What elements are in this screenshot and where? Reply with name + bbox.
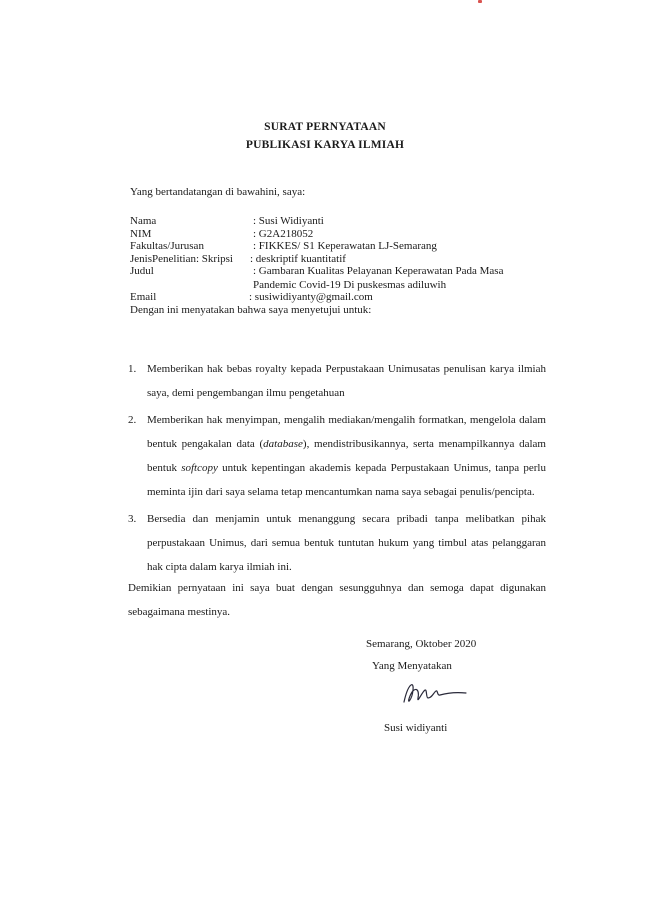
- field-row-judul: [130, 265, 560, 291]
- field-label: Fakultas/Jurusan: [130, 240, 204, 252]
- field-value: : Gambaran Kualitas Pelayanan Keperawatan Pada Masa Pandemic Covid-19 Di puskesmas adiluwih: [253, 265, 504, 291]
- agreement-list: [128, 357, 546, 582]
- intro-text: Yang bertandatangan di bawahini, saya:: [130, 186, 306, 198]
- document-title: SURAT PERNYATAAN: [264, 121, 386, 133]
- list-item-text: Memberikan hak bebas royalty kepada Perpustakaan Unimusatas penulisan karya ilmiah saya, demi pengembangan ilmu pengetahuan: [147, 363, 546, 400]
- field-value: : Susi Widiyanti: [253, 215, 324, 227]
- list-item-text: Bersedia dan menjamin untuk menanggung secara pribadi tanpa melibatkan pihak perpustakaan Unimus, dari semua bentuk tuntutan hukum yang timbul atas pelanggaran hak cipta dalam karya ilmiah ini.: [147, 512, 546, 574]
- document-subtitle: PUBLIKASI KARYA ILMIAH: [245, 139, 405, 151]
- agreement-row: [130, 304, 560, 317]
- list-item: [128, 357, 546, 406]
- list-item-emphasis: database: [263, 437, 303, 450]
- identity-fields: [130, 215, 560, 316]
- field-row-email: [130, 291, 560, 304]
- list-item-emphasis: softcopy: [181, 462, 218, 475]
- list-item-number: 1.: [128, 363, 137, 375]
- list-item: [128, 507, 546, 580]
- closing-text: Demikian pernyataan ini saya buat dengan sesungguhnya dan semoga dapat digunakan sebagaimana mestinya.: [128, 582, 546, 618]
- field-label: Judul: [130, 265, 154, 277]
- list-item-text: untuk kepentingan akademis kepada Perpustakaan Unimus, tanpa perlu meminta ijin dari saya selama tetap mencantumkan nama saya sebagai penulis/pencipta.: [147, 462, 546, 499]
- list-item-number: 2.: [128, 413, 137, 426]
- field-label: Email: [130, 291, 157, 303]
- field-row-fakultas: [130, 240, 560, 253]
- field-label: Nama: [130, 215, 157, 227]
- signer-name: Susi widiyanti: [384, 722, 448, 734]
- place-date: Semarang, Oktober 2020: [366, 638, 477, 650]
- list-item-number: 3.: [128, 512, 137, 525]
- field-row-nama: [130, 215, 560, 228]
- agreement-text: Dengan ini menyatakan bahwa saya menyetujui untuk:: [130, 303, 372, 316]
- list-item-text: Memberikan hak menyimpan, mengalih mediakan/mengalih formatkan, mengelola dalam bentuk pengakalan data (: [147, 413, 546, 450]
- field-row-jenis-penelitian: [130, 253, 560, 266]
- field-value: : susiwidiyanty@gmail.com: [249, 291, 373, 303]
- list-item: [128, 408, 546, 505]
- field-row-nim: [130, 228, 560, 241]
- signer-role: Yang Menyatakan: [372, 660, 452, 672]
- red-mark: [478, 0, 482, 3]
- field-value: : deskriptif kuantitatif: [250, 252, 346, 265]
- field-value: : FIKKES/ S1 Keperawatan LJ-Semarang: [253, 240, 437, 252]
- field-label: JenisPenelitian: Skripsi: [130, 252, 233, 265]
- field-label: NIM: [130, 227, 152, 240]
- signature-image: [392, 676, 472, 710]
- list-item-text: ), mendistribusikannya, serta menampilkannya dalam bentuk: [147, 437, 546, 475]
- field-value: : G2A218052: [253, 227, 314, 240]
